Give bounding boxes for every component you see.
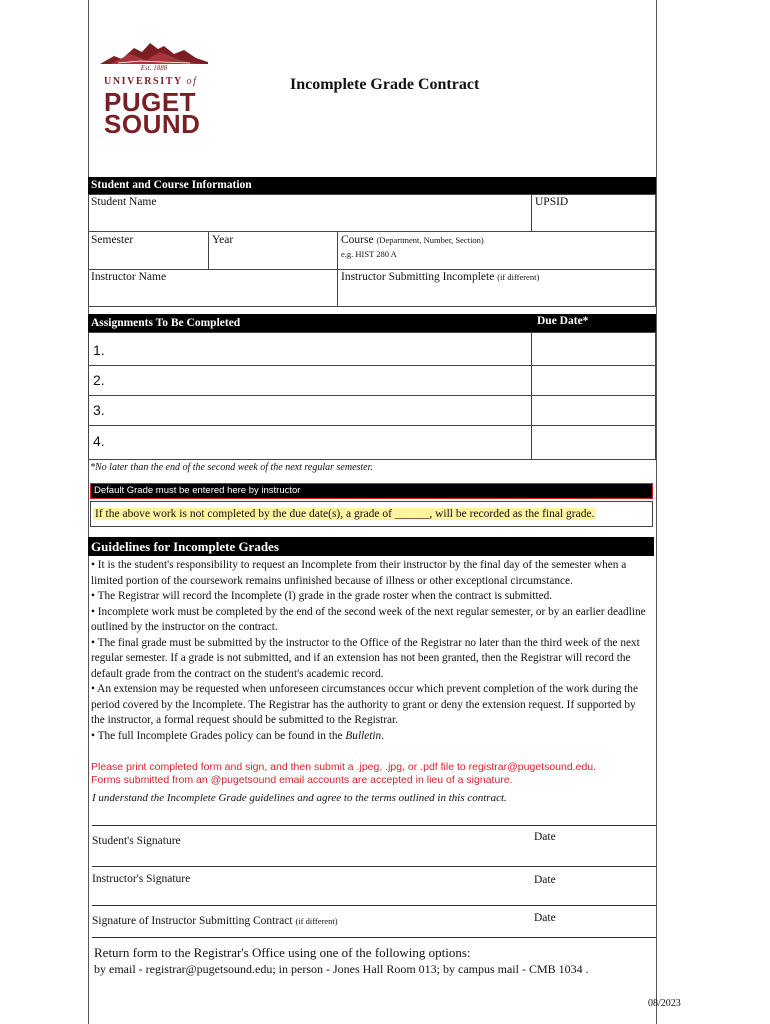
guideline-item: • The final grade must be submitted by the instructor to the Office of the Registrar no later than the third week of the next regular semester. If a grade is not submitted, and if an extension has not been granted, then the Registrar will record the default grade from the contract on the student's academic record. xyxy=(91,636,640,680)
course-hint: (Department, Number, Section) xyxy=(376,235,484,245)
instructor-submitting-label: Instructor Submitting Incomplete (if different) xyxy=(341,271,540,283)
due-date-note: *No later than the end of the second week of the next regular semester. xyxy=(90,462,373,473)
instructor-date-label: Date xyxy=(534,874,556,886)
student-info-header: Student and Course Information xyxy=(88,177,656,194)
return-instructions: Return form to the Registrar's Office using one of the following options: xyxy=(94,945,471,960)
assignments-header: Assignments To Be Completed xyxy=(88,314,656,332)
puget-text: PUGET xyxy=(104,87,197,117)
course-label: Course (Department, Number, Section) xyxy=(341,234,484,246)
guidelines-header: Guidelines for Incomplete Grades xyxy=(88,537,654,556)
assignment-row-2[interactable]: 2. xyxy=(93,372,105,388)
print-instructions xyxy=(91,761,596,787)
sound-text: SOUND xyxy=(104,109,201,139)
semester-label: Semester xyxy=(91,234,134,246)
guideline-item: • The full Incomplete Grades policy can be found in the Bulletin. xyxy=(91,729,385,742)
upsid-label: UPSID xyxy=(535,196,569,208)
page-border-right xyxy=(656,0,657,1024)
submitting-date-label: Date xyxy=(534,912,556,924)
established-text: Est. 1888 xyxy=(140,64,168,72)
submitting-signature-label: Signature of Instructor Submitting Contract (if different) xyxy=(92,915,338,927)
submitting-signature-field[interactable] xyxy=(92,910,522,930)
course-example: e.g. HIST 280 A xyxy=(341,249,397,259)
university-logo xyxy=(100,40,215,140)
assignment-row-3[interactable]: 3. xyxy=(93,402,105,418)
mountain-logo-icon xyxy=(100,40,210,66)
university-text: UNIVERSITY of xyxy=(104,76,198,87)
student-name-label: Student Name xyxy=(91,196,157,208)
row-divider xyxy=(88,365,656,366)
print-instructions-line2: Forms submitted from an @pugetsound email accounts are accepted in lieu of a signature. xyxy=(91,774,513,786)
guideline-item: • It is the student's responsibility to request an Incomplete from their instructor by the final day of the semester when a limited portion of the coursework remains unfinished because of illness or other exceptional circumstance. xyxy=(91,559,627,587)
return-options: by email - registrar@pugetsound.edu; in person - Jones Hall Room 013; by campus mail - CMB 1034 . xyxy=(94,962,589,976)
row-divider xyxy=(88,395,656,396)
instructor-signature-field[interactable] xyxy=(92,870,522,890)
assignments-table xyxy=(88,332,656,460)
year-divider xyxy=(208,231,209,270)
upsid-field[interactable] xyxy=(531,194,656,232)
year-label: Year xyxy=(212,234,234,246)
agreement-statement: I understand the Incomplete Grade guidelines and agree to the terms outlined in this contract. xyxy=(92,792,507,804)
row-divider xyxy=(88,425,656,426)
guideline-item: • The Registrar will record the Incomplete (I) grade in the grade roster when the contract is submitted. xyxy=(91,590,553,602)
instructor-signature-line xyxy=(92,866,656,867)
guidelines-list xyxy=(91,558,651,744)
form-date-code: 08/2023 xyxy=(648,998,681,1009)
bottom-rule xyxy=(92,937,656,938)
default-grade-label: Default Grade must be entered here by instructor xyxy=(90,483,653,499)
student-signature-field[interactable] xyxy=(92,833,522,853)
guideline-item: • Incomplete work must be completed by the end of the second week of the next regular semester, or by an earlier deadline outlined by the instructor on the contract. xyxy=(91,605,646,633)
submitting-signature-line xyxy=(92,905,656,906)
page-title: Incomplete Grade Contract xyxy=(290,76,480,93)
instructor-name-label: Instructor Name xyxy=(91,271,167,283)
print-instructions-line1: Please print completed form and sign, and then submit a .jpeg, .jpg, or .pdf file to registrar@pugetsound.edu. xyxy=(91,761,597,773)
due-date-header: Due Date* xyxy=(537,315,589,327)
student-signature-line xyxy=(92,825,656,826)
student-signature-label: Student's Signature xyxy=(92,835,181,847)
assignment-row-1[interactable]: 1. xyxy=(93,342,105,358)
assignment-row-4[interactable]: 4. xyxy=(93,433,105,449)
instructor-signature-label: Instructor's Signature xyxy=(92,873,191,885)
due-date-divider xyxy=(531,332,532,460)
guideline-item: • An extension may be requested when unforeseen circumstances occur which prevent completion of the work during the period covered by the Incomplete. The Registrar has the authority to grant or deny the extension request. If supported by the instructor, a formal request should be submitted to the Registrar. xyxy=(91,683,638,726)
bulletin-link: Bulletin xyxy=(345,729,382,742)
student-date-label: Date xyxy=(534,831,556,843)
default-grade-statement: If the above work is not completed by the due date(s), a grade of ______, will be recorded as the final grade. xyxy=(95,508,595,520)
page-border-left xyxy=(88,0,89,1024)
